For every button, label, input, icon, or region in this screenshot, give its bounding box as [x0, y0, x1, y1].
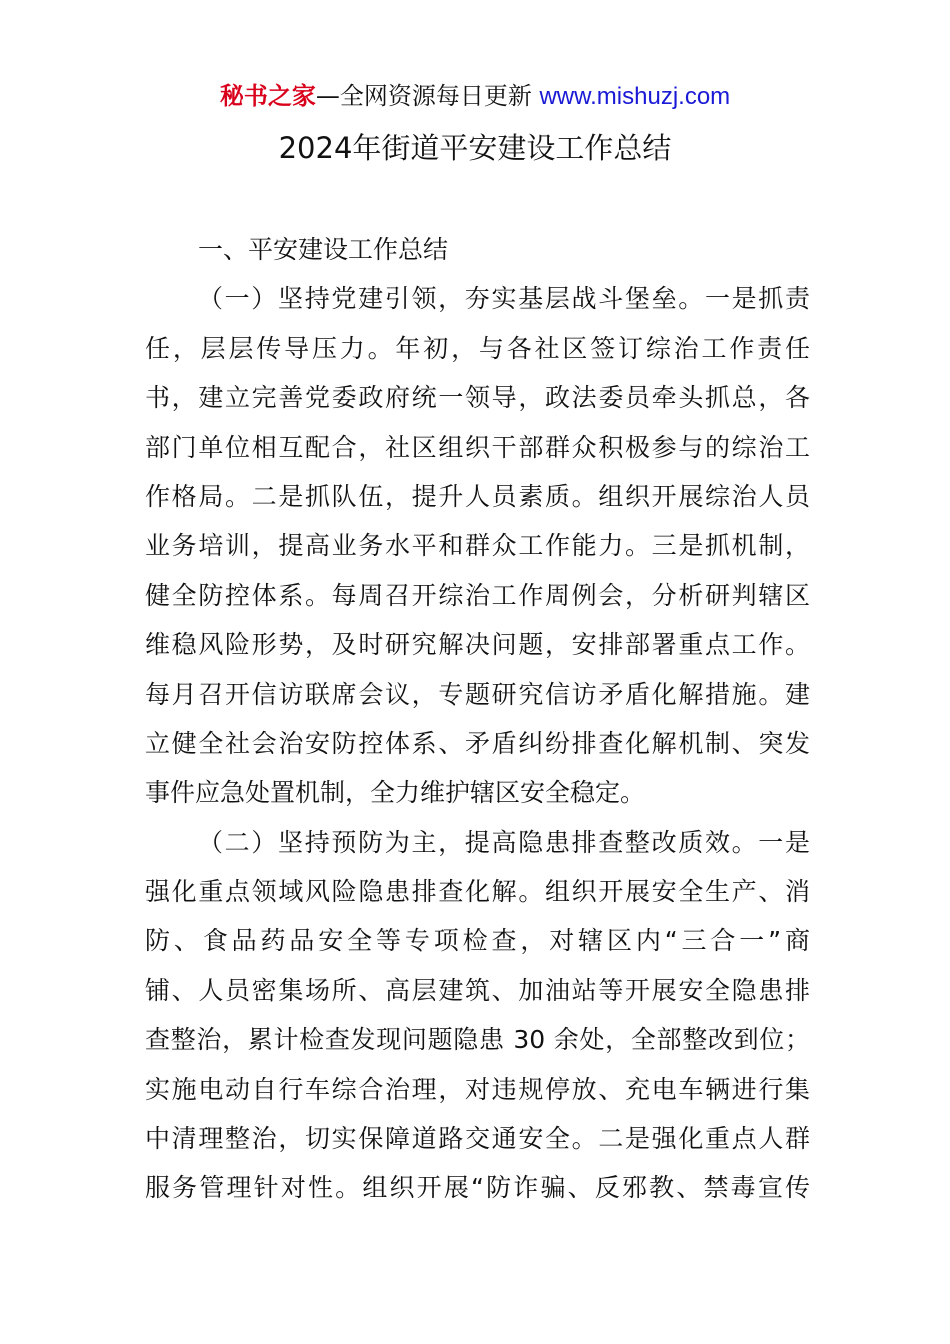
document-title: 2024年街道平安建设工作总结 — [278, 131, 672, 165]
brand-name: 秘书之家 — [219, 82, 316, 110]
paragraph-line: 书，建立完善党委政府统一领导，政法委员牵头抓总，各 — [145, 383, 810, 413]
document-body — [145, 225, 810, 1213]
paragraph-line: 维稳风险形势，及时研究解决问题，安排部署重点工作。 — [145, 630, 810, 660]
paragraph-line: 作格局。二是抓队伍，提升人员素质。组织开展综治人员 — [145, 481, 810, 511]
paragraph-line: 任，层层传导压力。年初，与各社区签订综治工作责任 — [145, 333, 810, 363]
paragraph-line: （一）坚持党建引领，夯实基层战斗堡垒。一是抓责 — [198, 284, 810, 314]
paragraph-line: 健全防控体系。每周召开综治工作周例会，分析研判辖区 — [145, 580, 810, 610]
paragraph-line: 每月召开信访联席会议，专题研究信访矛盾化解措施。建 — [145, 679, 810, 709]
paragraph-line: 中清理整治，切实保障道路交通安全。二是强化重点人群 — [145, 1124, 810, 1154]
paragraph-line: 立健全社会治安防控体系、矛盾纠纷排查化解机制、突发 — [145, 728, 810, 758]
paragraph-line: 业务培训，提高业务水平和群众工作能力。三是抓机制， — [145, 531, 810, 561]
paragraph-line: 铺、人员密集场所、高层建筑、加油站等开展安全隐患排 — [145, 975, 810, 1005]
paragraph-line: 服务管理针对性。组织开展“防诈骗、反邪教、禁毒宣传 — [145, 1173, 810, 1203]
paragraph-line: 事件应急处置机制，全力维护辖区安全稳定。 — [145, 778, 646, 808]
header-tagline: —全网资源每日更新 — [315, 82, 540, 110]
paragraph-line: 查整治，累计检查发现问题隐患 30 余处，全部整改到位； — [145, 1025, 810, 1055]
paragraph-line: 防、食品药品安全等专项检查，对辖区内“三合一”商 — [145, 926, 810, 956]
paragraph-line: 强化重点领域风险隐患排查化解。组织开展安全生产、消 — [145, 877, 810, 907]
section-heading: 一、平安建设工作总结 — [198, 235, 449, 264]
paragraph-line: 部门单位相互配合，社区组织干部群众积极参与的综治工 — [145, 432, 810, 462]
website-link[interactable]: www.mishuzj.com — [539, 83, 731, 110]
paragraph-line: 实施电动自行车综合治理，对违规停放、充电车辆进行集 — [145, 1074, 810, 1104]
paragraph-line: （二）坚持预防为主，提高隐患排查整改质效。一是 — [198, 827, 810, 857]
site-header — [0, 80, 950, 113]
